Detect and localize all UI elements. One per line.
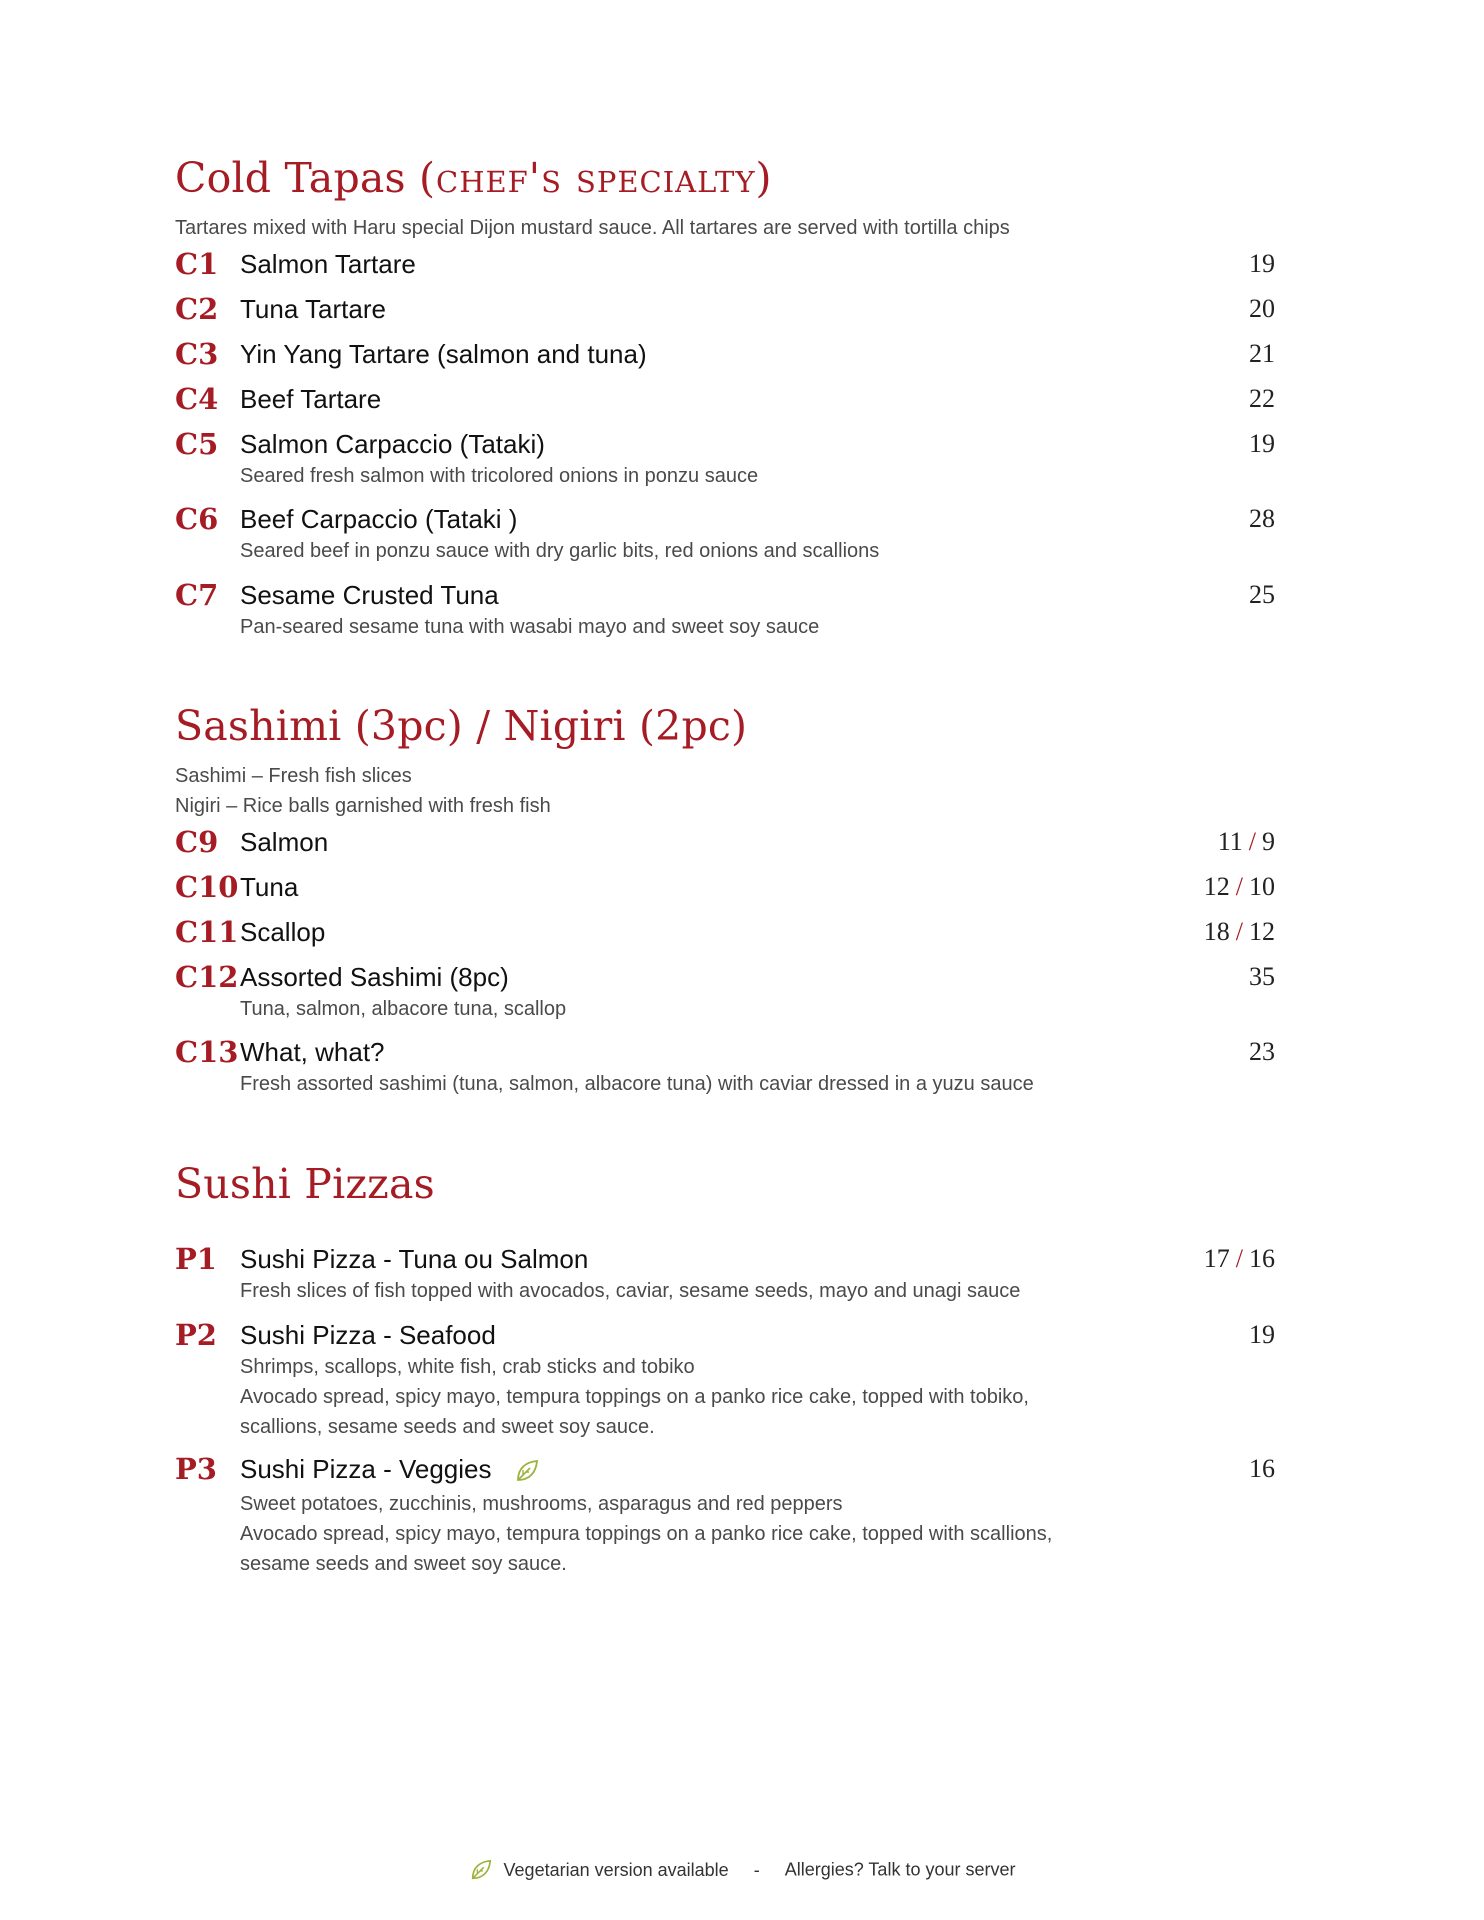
item-price: 19	[1249, 249, 1275, 278]
item-name: Yin Yang Tartare (salmon and tuna)	[240, 339, 647, 369]
menu-item	[175, 825, 1275, 870]
item-price: 35	[1249, 962, 1275, 991]
item-name: Beef Tartare	[240, 384, 382, 414]
menu-item	[175, 1318, 1275, 1452]
item-price: 16	[1249, 1454, 1275, 1483]
item-description: Avocado spread, spicy mayo, tempura toppings on a panko rice cake, topped with scallions,	[240, 1523, 1053, 1546]
item-name: Salmon	[240, 827, 329, 857]
section-description: Tartares mixed with Haru special Dijon mustard sauce. All tartares are served with tortilla chips	[175, 217, 1010, 239]
nigiri-price: 10	[1249, 872, 1275, 901]
item-price	[1204, 870, 1275, 904]
sashimi-price: 18	[1203, 917, 1230, 946]
price-separator: /	[1235, 872, 1243, 901]
item-code: P3	[175, 1452, 217, 1486]
item-price	[1204, 1242, 1275, 1276]
menu-item	[175, 1035, 1275, 1110]
item-description: Pan-seared sesame tuna with wasabi mayo and sweet soy sauce	[240, 616, 820, 638]
item-description: Tuna, salmon, albacore tuna, scallop	[240, 998, 567, 1020]
allergies-note: Allergies? Talk to your server	[784, 1859, 1016, 1880]
footer-separator: -	[753, 1859, 760, 1880]
item-code: C10	[175, 870, 239, 904]
price-option-a: 17	[1203, 1244, 1230, 1273]
item-price: 23	[1249, 1037, 1275, 1066]
section-sushi-pizzas	[175, 1160, 1275, 1576]
section-title: Sushi Pizzas	[175, 1160, 435, 1208]
item-price: 28	[1249, 504, 1275, 533]
menu-item	[175, 337, 1275, 382]
item-price: 20	[1249, 294, 1275, 323]
item-name: Salmon Carpaccio (Tataki)	[240, 429, 545, 459]
menu-item	[175, 427, 1275, 502]
item-description: Seared fresh salmon with tricolored onions in ponzu sauce	[240, 465, 759, 487]
section-title	[175, 154, 1275, 202]
item-price: 25	[1249, 580, 1275, 609]
item-name: Scallop	[240, 917, 326, 947]
menu-item	[175, 1242, 1275, 1318]
price-separator: /	[1248, 827, 1256, 856]
item-code: C2	[175, 292, 219, 326]
item-name: Sushi Pizza - Seafood	[240, 1320, 496, 1350]
menu-item	[175, 578, 1275, 653]
menu-item	[175, 247, 1275, 292]
leaf-icon	[514, 1458, 540, 1489]
item-description: Fresh assorted sashimi (tuna, salmon, albacore tuna) with caviar dressed in a yuzu sauce	[240, 1073, 1034, 1095]
menu-item	[175, 870, 1275, 915]
sashimi-price: 11	[1217, 827, 1243, 856]
item-code: C1	[175, 247, 219, 281]
section-title-suffix: (chef's specialty)	[419, 154, 773, 202]
item-description: Sweet potatoes, zucchinis, mushrooms, asparagus and red peppers	[240, 1493, 843, 1516]
section-description: Sashimi – Fresh fish slices	[175, 765, 412, 787]
item-code: C5	[175, 427, 219, 461]
item-code: P1	[175, 1242, 217, 1276]
item-code: C9	[175, 825, 219, 859]
item-name: Salmon Tartare	[240, 249, 416, 279]
item-code: P2	[175, 1318, 217, 1352]
item-code: C12	[175, 960, 239, 994]
item-price: 21	[1249, 339, 1275, 368]
item-description: Avocado spread, spicy mayo, tempura toppings on a panko rice cake, topped with tobiko,	[240, 1386, 1029, 1408]
item-code: C6	[175, 502, 219, 536]
sashimi-price: 12	[1203, 872, 1230, 901]
item-name: Sushi Pizza - Veggies	[240, 1454, 492, 1484]
footer-note	[0, 1858, 1484, 1882]
price-option-b: 16	[1249, 1244, 1275, 1273]
section-cold-tapas	[175, 154, 1275, 653]
item-description: Shrimps, scallops, white fish, crab sticks and tobiko	[240, 1356, 695, 1378]
section-sashimi-nigiri	[175, 702, 1275, 1110]
item-price: 19	[1249, 1320, 1275, 1349]
section-description: Nigiri – Rice balls garnished with fresh fish	[175, 795, 551, 817]
item-code: C13	[175, 1035, 239, 1069]
menu-item	[175, 502, 1275, 578]
price-separator: /	[1235, 1244, 1243, 1273]
leaf-icon	[469, 1859, 498, 1879]
menu-item	[175, 1452, 1275, 1576]
menu-item	[175, 915, 1275, 960]
item-name: Sushi Pizza - Tuna ou Salmon	[240, 1244, 589, 1274]
item-description: Seared beef in ponzu sauce with dry garlic bits, red onions and scallions	[240, 540, 880, 562]
nigiri-price: 12	[1249, 917, 1275, 946]
price-separator: /	[1235, 917, 1243, 946]
item-code: C11	[175, 915, 239, 949]
item-description: sesame seeds and sweet soy sauce.	[240, 1553, 567, 1576]
vegetarian-note: Vegetarian version available	[503, 1859, 729, 1880]
menu-item	[175, 960, 1275, 1035]
item-name: Assorted Sashimi (8pc)	[240, 962, 509, 992]
menu-item	[175, 292, 1275, 337]
item-name: Tuna Tartare	[240, 294, 386, 324]
item-code: C3	[175, 337, 219, 371]
item-code: C4	[175, 382, 219, 416]
item-code: C7	[175, 578, 219, 612]
item-price: 19	[1249, 429, 1275, 458]
item-description: scallions, sesame seeds and sweet soy sauce.	[240, 1416, 655, 1438]
item-name: What, what?	[240, 1037, 385, 1067]
section-title-text: Cold Tapas	[175, 154, 406, 202]
item-name: Sesame Crusted Tuna	[240, 580, 499, 610]
item-name: Tuna	[240, 872, 299, 902]
menu-item	[175, 382, 1275, 427]
nigiri-price: 9	[1262, 827, 1275, 856]
item-name: Beef Carpaccio (Tataki )	[240, 504, 518, 534]
section-title: Sashimi (3pc) / Nigiri (2pc)	[175, 702, 748, 750]
item-description: Fresh slices of fish topped with avocados, caviar, sesame seeds, mayo and unagi sauce	[240, 1280, 1021, 1302]
item-price	[1204, 915, 1275, 949]
item-price: 22	[1249, 384, 1275, 413]
item-price	[1218, 825, 1275, 859]
